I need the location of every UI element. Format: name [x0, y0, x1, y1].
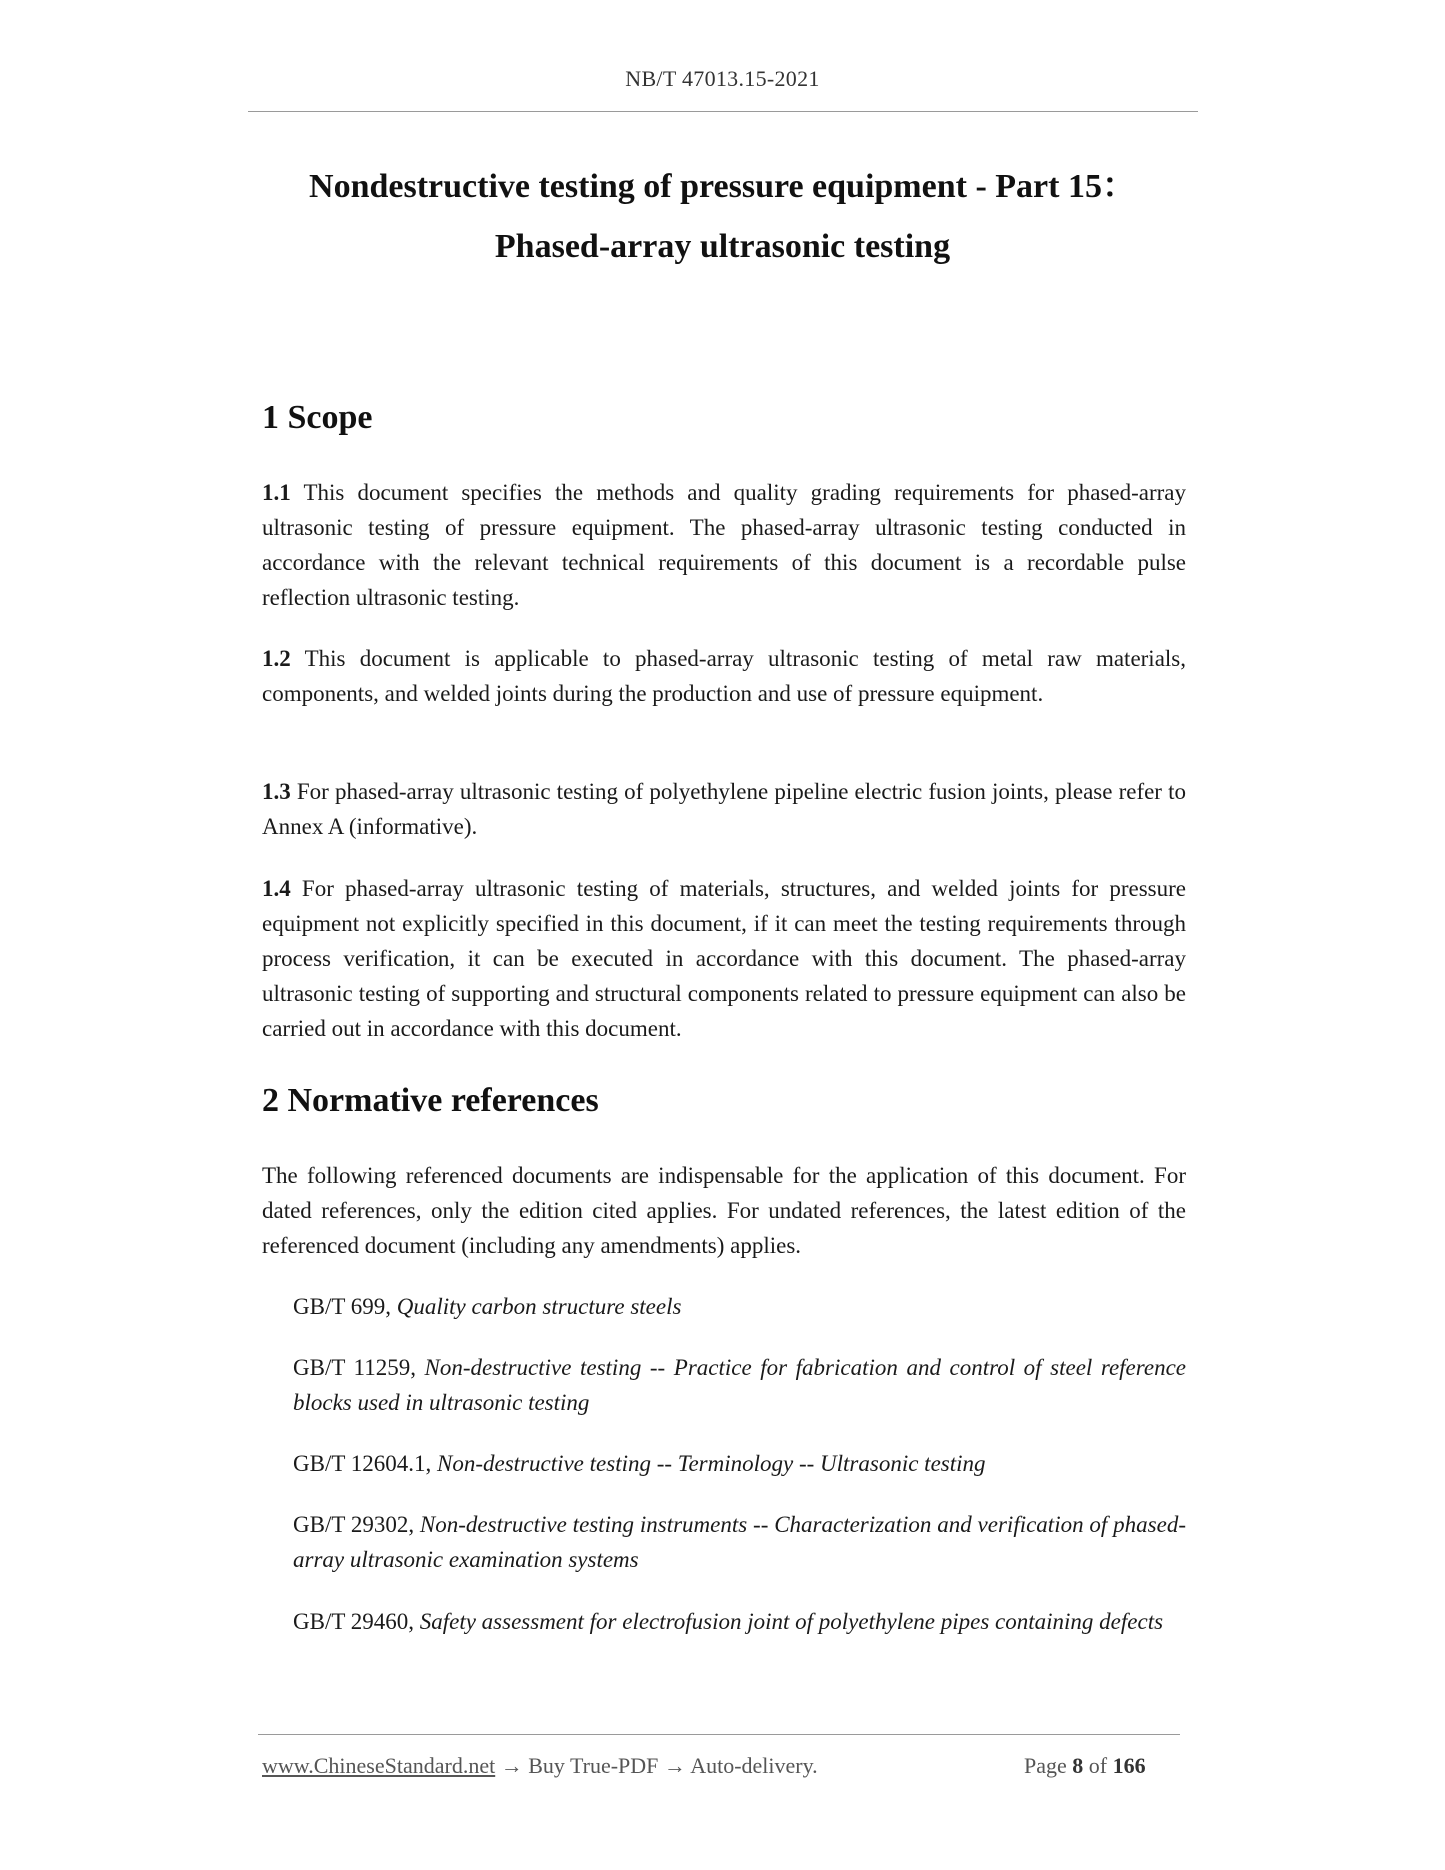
document-title-line-1: Nondestructive testing of pressure equipment - Part 15：: [309, 168, 1136, 205]
clause-number: 1.3: [262, 779, 291, 804]
reference-title: Safety assessment for electrofusion joint of polyethylene pipes containing defects: [419, 1609, 1164, 1634]
reference-title: Non-destructive testing -- Practice for fabrication and control of steel reference blocks used in ultrasonic testing: [293, 1355, 1186, 1415]
clause-text: This document specifies the methods and quality grading requirements for phased-array ultrasonic testing of pressure equipment. The phased-array ultrasonic testing conducted in accordance with the relevant technical requirements of this document is a recordable pulse reflection ultrasonic testing.: [262, 480, 1186, 610]
page-total: 166: [1112, 1753, 1146, 1778]
page-current: 8: [1072, 1753, 1084, 1778]
section-heading-scope: 1 Scope: [262, 399, 373, 436]
clause-1-4: [262, 871, 1186, 1046]
reference-item: [293, 1446, 1186, 1481]
reference-title: Quality carbon structure steels: [396, 1294, 682, 1319]
clause-text: This document is applicable to phased-array ultrasonic testing of metal raw materials, components, and welded joints during the production and use of pressure equipment.: [262, 646, 1186, 706]
running-header: NB/T 47013.15-2021: [625, 66, 820, 91]
page-indicator: [1024, 1753, 1146, 1779]
document-title-line-2: Phased-array ultrasonic testing: [494, 228, 951, 265]
footer-divider: [258, 1734, 1180, 1735]
reference-code: GB/T 29302,: [293, 1512, 420, 1537]
clause-number: 1.2: [262, 646, 291, 671]
reference-code: GB/T 699,: [293, 1294, 397, 1319]
reference-title: Non-destructive testing -- Terminology -- Ultrasonic testing: [436, 1451, 986, 1476]
reference-item: [293, 1604, 1186, 1639]
reference-item: [293, 1289, 1186, 1324]
reference-code: GB/T 29460,: [293, 1609, 420, 1634]
reference-item: [293, 1350, 1186, 1420]
reference-title: Non-destructive testing instruments -- Characterization and verification of phased-array ultrasonic examination systems: [293, 1512, 1186, 1572]
of-label: of: [1088, 1753, 1108, 1778]
website-link[interactable]: www.ChineseStandard.net: [262, 1753, 496, 1778]
clause-1-2: [262, 641, 1186, 711]
clause-text: For phased-array ultrasonic testing of polyethylene pipeline electric fusion joints, please refer to Annex A (informative).: [262, 779, 1186, 839]
clause-1-1: [262, 475, 1186, 615]
header-divider: [248, 111, 1198, 112]
reference-item: [293, 1507, 1186, 1577]
section-heading-normative-references: 2 Normative references: [262, 1082, 599, 1119]
clause-text: For phased-array ultrasonic testing of materials, structures, and welded joints for pressure equipment not explicitly specified in this document, if it can meet the testing requirements through process verification, it can be executed in accordance with this document. The phased-array ultrasonic testing of supporting and structural components related to pressure equipment can also be carried out in accordance with this document.: [262, 876, 1186, 1041]
references-intro: The following referenced documents are indispensable for the application of this document. For dated references, only the edition cited applies. For undated references, the latest edition of the referenced document (including any amendments) applies.: [262, 1163, 1186, 1258]
footer-promo: [262, 1753, 818, 1779]
reference-code: GB/T 11259,: [293, 1355, 425, 1380]
clause-number: 1.4: [262, 876, 291, 901]
page-label: Page: [1024, 1753, 1067, 1778]
reference-code: GB/T 12604.1,: [293, 1451, 437, 1476]
clause-number: 1.1: [262, 480, 291, 505]
footer-promo-text: → Buy True-PDF → Auto-delivery.: [495, 1753, 818, 1778]
clause-1-3: [262, 774, 1186, 844]
